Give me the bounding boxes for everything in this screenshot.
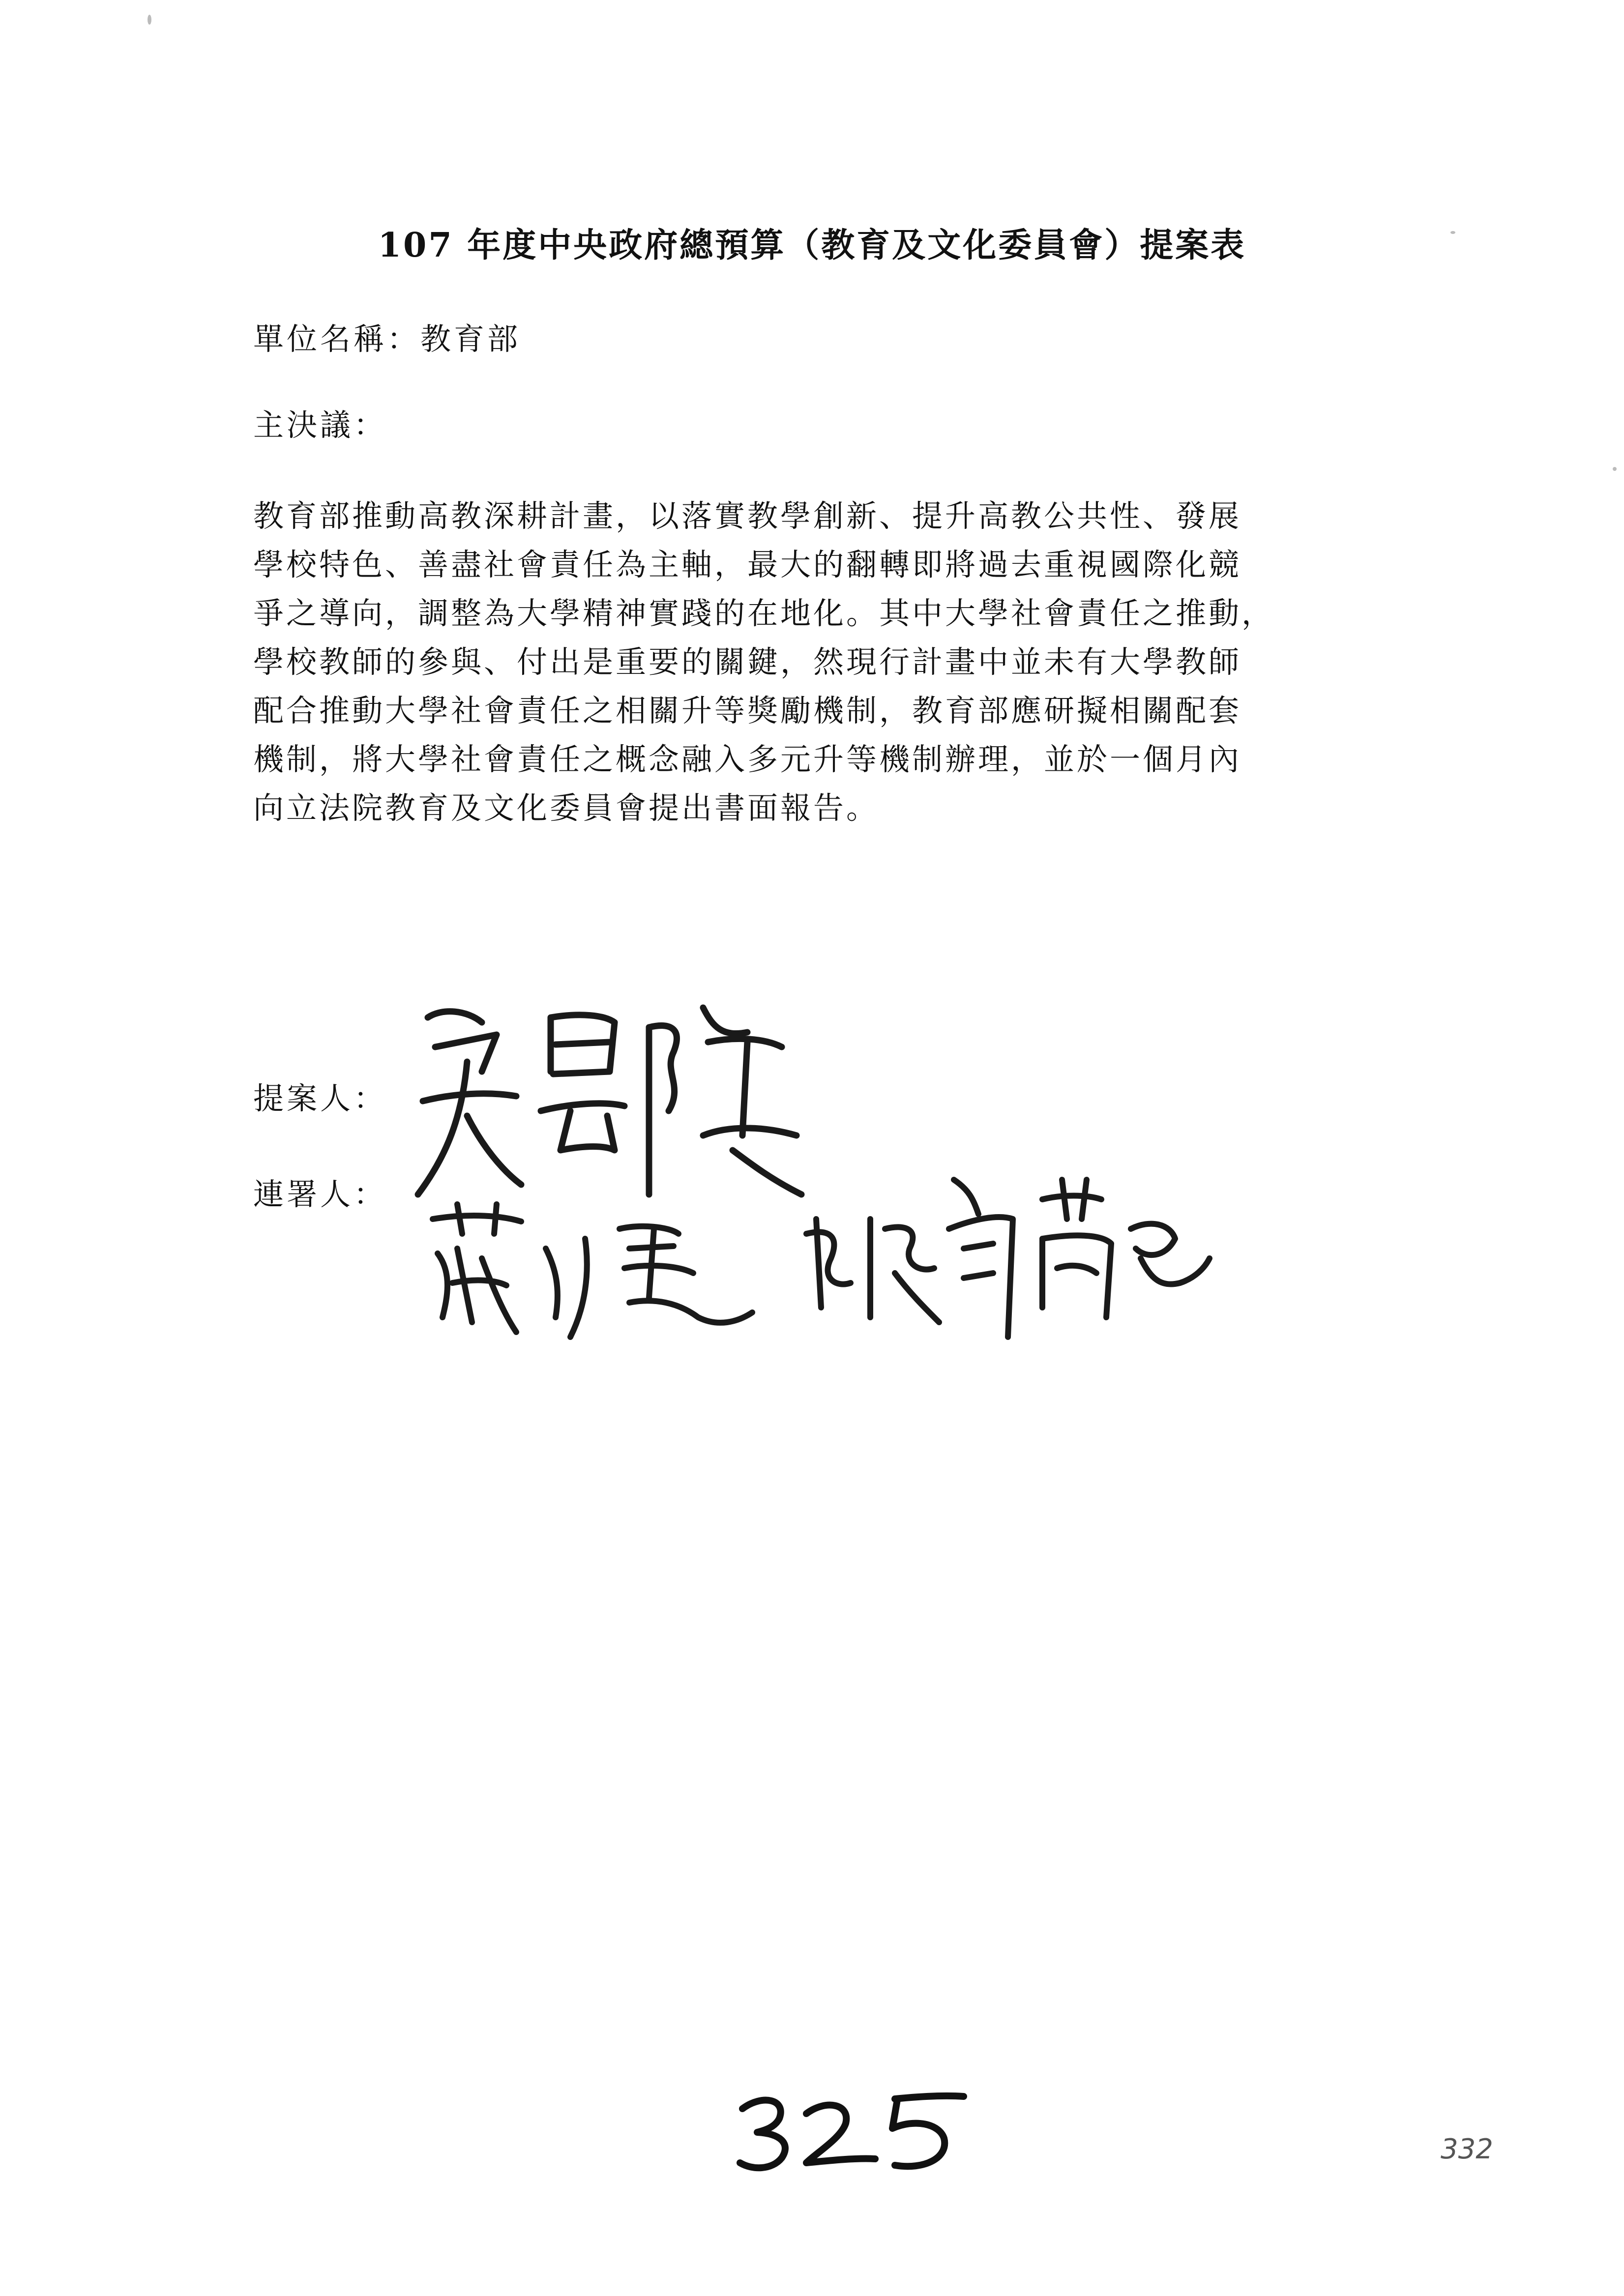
cosigner-signature-1: [423, 1199, 767, 1347]
body-line: 機制，將大學社會責任之概念融入多元升等機制辦理，並於一個月內: [253, 741, 1242, 777]
resolution-label: 主決議：: [253, 407, 387, 443]
document-title: 107 年度中央政府總預算（教育及文化委員會）提案表: [378, 226, 1246, 265]
proposer-label: 提案人：: [253, 1080, 387, 1116]
body-line: 向立法院教育及文化委員會提出書面報告。: [253, 790, 880, 826]
scan-speck: [148, 15, 151, 25]
body-line: 爭之導向，調整為大學精神實踐的在地化。其中大學社會責任之推動，: [253, 595, 1275, 631]
body-line: 教育部推動高教深耕計畫，以落實教學創新、提升高教公共性、發展: [253, 498, 1242, 534]
handwritten-page-number: [733, 2079, 978, 2178]
unit-name-line: 單位名稱：教育部: [253, 321, 521, 357]
scan-speck: [1613, 467, 1617, 471]
scan-speck: [1450, 231, 1455, 234]
body-line: 配合推動大學社會責任之相關升等獎勵機制，教育部應研擬相關配套: [253, 693, 1242, 728]
cosigner-label: 連署人：: [253, 1176, 387, 1212]
body-line: 學校教師的參與、付出是重要的關鍵，然現行計畫中並未有大學教師: [253, 644, 1242, 680]
proposer-signature: [408, 988, 851, 1224]
corner-page-number: 332: [1441, 2133, 1493, 2165]
resolution-body: [253, 492, 1394, 832]
cosigner-signature-2: [787, 1160, 1229, 1357]
body-line: 學校特色、善盡社會責任為主軸，最大的翻轉即將過去重視國際化競: [253, 547, 1242, 582]
